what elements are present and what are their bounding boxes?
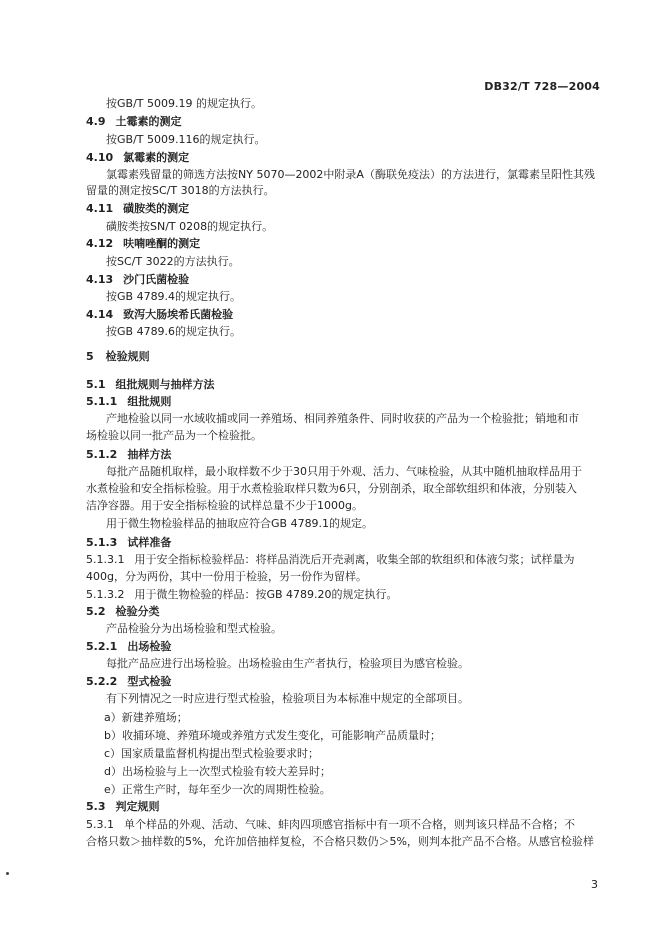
list-item: b）收捕环境、养殖环境或养殖方式发生变化，可能影响产品质量时；: [104, 729, 441, 742]
body-text: 磺胺类按SN/T 0208的规定执行。: [106, 220, 274, 233]
body-text: 水煮检验和安全指标检验。用于水煮检验取样只数为6只，分别剖杀，取全部软组织和体液，分别装入: [86, 482, 577, 495]
list-item: d）出场检验与上一次型式检验有较大差异时；: [104, 765, 331, 778]
clause-heading: 5.3 判定规则: [86, 800, 160, 813]
chapter-heading: 5 检验规则: [86, 350, 150, 363]
body-text: 5.1.3.2 用于微生物检验的样品：按GB 4789.20的规定执行。: [86, 588, 398, 601]
clause-heading: 4.11 磺胺类的测定: [86, 202, 190, 215]
list-item: e）正常生产时，每年至少一次的周期性检验。: [104, 783, 331, 796]
body-text: 洁净容器。用于安全指标检验的试样总量不少于1000g。: [86, 499, 363, 512]
clause-heading: 4.14 致泻大肠埃希氏菌检验: [86, 308, 234, 321]
standard-code: DB32/T 728—2004: [484, 80, 600, 93]
clause-heading: 5.1.3 试样准备: [86, 536, 172, 549]
body-text: 合格只数＞抽样数的5%，允许加倍抽样复检，不合格只数仍＞5%，则判本批产品不合格。从感官检验样: [86, 835, 594, 848]
body-text: 5.1.3.1 用于安全指标检验样品：将样品消洗后开壳剥离，收集全部的软组织和体液匀浆；试样量为: [86, 553, 575, 566]
clause-heading: 5.2.2 型式检验: [86, 675, 172, 688]
body-text: 按GB/T 5009.19 的规定执行。: [106, 97, 262, 110]
clause-heading: 5.1.2 抽样方法: [86, 448, 172, 461]
body-text: 按GB/T 5009.116的规定执行。: [106, 133, 266, 146]
body-text: 产品检验分为出场检验和型式检验。: [106, 622, 282, 635]
body-text: 按SC/T 3022的方法执行。: [106, 255, 240, 268]
body-text: 氯霉素残留量的筛选方法按NY 5070—2002中附录A（酶联免疫法）的方法进行，氯霉素呈阳性其残: [106, 168, 595, 181]
clause-heading: 4.12 呋喃唑酮的测定: [86, 237, 201, 250]
body-text: 场检验以同一批产品为一个检验批。: [86, 429, 262, 442]
clause-heading: 5.2 检验分类: [86, 605, 160, 618]
body-text: 用于微生物检验样品的抽取应符合GB 4789.1的规定。: [106, 517, 374, 530]
body-text: 400g，分为两份，其中一份用于检验，另一份作为留样。: [86, 570, 367, 583]
body-text: 留量的测定按SC/T 3018的方法执行。: [86, 184, 275, 197]
body-text: 每批产品应进行出场检验。出场检验由生产者执行，检验项目为感官检验。: [106, 657, 469, 670]
clause-heading: 5.2.1 出场检验: [86, 640, 172, 653]
body-text: 按GB 4789.4的规定执行。: [106, 290, 242, 303]
body-text: 5.3.1 单个样品的外观、活动、气味、蚌肉四项感官指标中有一项不合格，则判该只样品不合格；不: [86, 818, 575, 831]
scan-speck: [6, 872, 9, 875]
page-number: 3: [591, 878, 598, 891]
clause-heading: 4.13 沙门氏菌检验: [86, 273, 190, 286]
list-item: c）国家质量监督机构提出型式检验要求时；: [104, 747, 320, 760]
clause-heading: 4.10 氯霉素的测定: [86, 151, 190, 164]
body-text: 每批产品随机取样，最小取样数不少于30只用于外观、活力、气味检验，从其中随机抽取样品用于: [106, 465, 582, 478]
clause-heading: 5.1.1 组批规则: [86, 395, 172, 408]
clause-heading: 5.1 组批规则与抽样方法: [86, 378, 215, 391]
list-item: a）新建养殖场；: [104, 711, 188, 724]
body-text: 有下列情况之一时应进行型式检验，检验项目为本标准中规定的全部项目。: [106, 692, 469, 705]
body-text: 按GB 4789.6的规定执行。: [106, 325, 242, 338]
body-text: 产地检验以同一水域收捕或同一养殖场、相同养殖条件、同时收获的产品为一个检验批；销地和市: [106, 412, 579, 425]
clause-heading: 4.9 土霉素的测定: [86, 115, 182, 128]
